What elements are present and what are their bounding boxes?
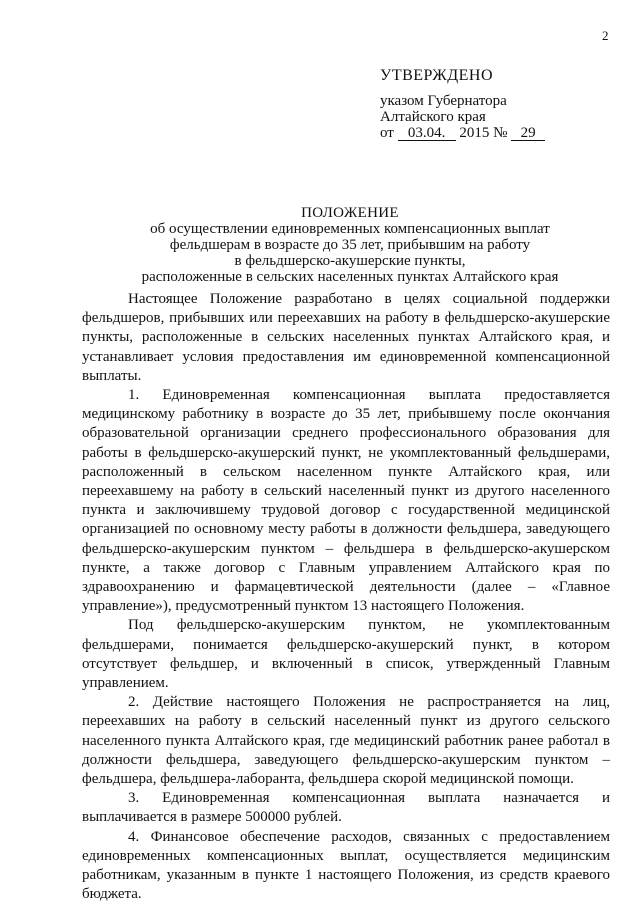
intro-paragraph: Настоящее Положение разработано в целях социальной поддержки фельдшеров, прибывших или переехавших на работу в фельдшерско-акушерские пункты, расположенные в сельских населенных пунктах Алтайского края, и устанавливает условия предоставления им единовременной компенсационной выплаты. (82, 291, 610, 384)
approval-block (380, 68, 545, 141)
number-sign: № (493, 125, 508, 141)
approval-year: 2015 (459, 125, 490, 141)
heading-line: фельдшерам в возрасте до 35 лет, прибывшим на работу (169, 237, 531, 253)
page-number: 2 (602, 28, 609, 43)
document-body (82, 290, 610, 905)
approval-title: УТВЕРЖДЕНО (380, 67, 494, 84)
approval-number: 29 (511, 126, 545, 141)
clause-2-paragraph: 2. Действие настоящего Положения не распространяется на лиц, переехавших на работу в сельский населенный пункт из другого сельского населенного пункта Алтайского края, где медицинский работник ранее работал в должности фельдшера, заведующего фельдшерско-акушерским пунктом – фельдшера, фельдшера-лаборанта, фельдшера скорой медицинской помощи. (82, 694, 610, 788)
document-heading (90, 205, 610, 285)
clause-1-paragraph: 1. Единовременная компенсационная выплата предоставляется медицинскому работнику в возрасте до 35 лет, прибывшему после окончания образовательной организации среднего профессионального образования для работы в фельдшерско-акушерский пункт, не укомплектованный фельдшерами, расположенный в сельском населенном пункте Алтайского края, или переехавшему на работу в сельский населенный пункт из другого населенного пункта и заключившему трудовой договор с государственной медицинской организацией по основному месту работы в должности фельдшера, заведующего фельдшерско-акушерским пунктом – фельдшера в фельдшерско-акушерском пункте, а также договор с Главным управлением Алтайского края по здравоохранению и фармацевтической деятельности (далее – «Главное управление»), предусмотренный пунктом 13 настоящего Положения. (82, 387, 610, 615)
clause-3-paragraph: 3. Единовременная компенсационная выплата назначается и выплачивается в размере 500000 рублей. (82, 790, 610, 826)
definition-paragraph: Под фельдшерско-акушерским пунктом, не укомплектованным фельдшерами, понимается фельдшерско-акушерский пункт, в котором отсутствует фельдшер, и включенный в список, утвержденный Главным управлением. (82, 617, 610, 692)
document-kind: ПОЛОЖЕНИЕ (301, 205, 399, 221)
approval-issuer-line-2: Алтайского края (380, 109, 486, 125)
heading-line: об осуществлении единовременных компенсационных выплат (150, 221, 550, 237)
date-prefix: от (380, 125, 394, 141)
heading-line: расположенные в сельских населенных пунктах Алтайского края (141, 269, 559, 285)
approval-date-line (380, 125, 545, 141)
approval-issuer-line-1: указом Губернатора (380, 93, 507, 109)
heading-line: в фельдшерско-акушерские пункты, (234, 253, 466, 269)
approval-date: 03.04. (398, 126, 456, 141)
clause-4-paragraph: 4. Финансовое обеспечение расходов, связанных с предоставлением единовременных компенсационных выплат, осуществляется медицинским работникам, указанным в пункте 1 настоящего Положения, из средств краевого бюджета. (82, 828, 610, 903)
